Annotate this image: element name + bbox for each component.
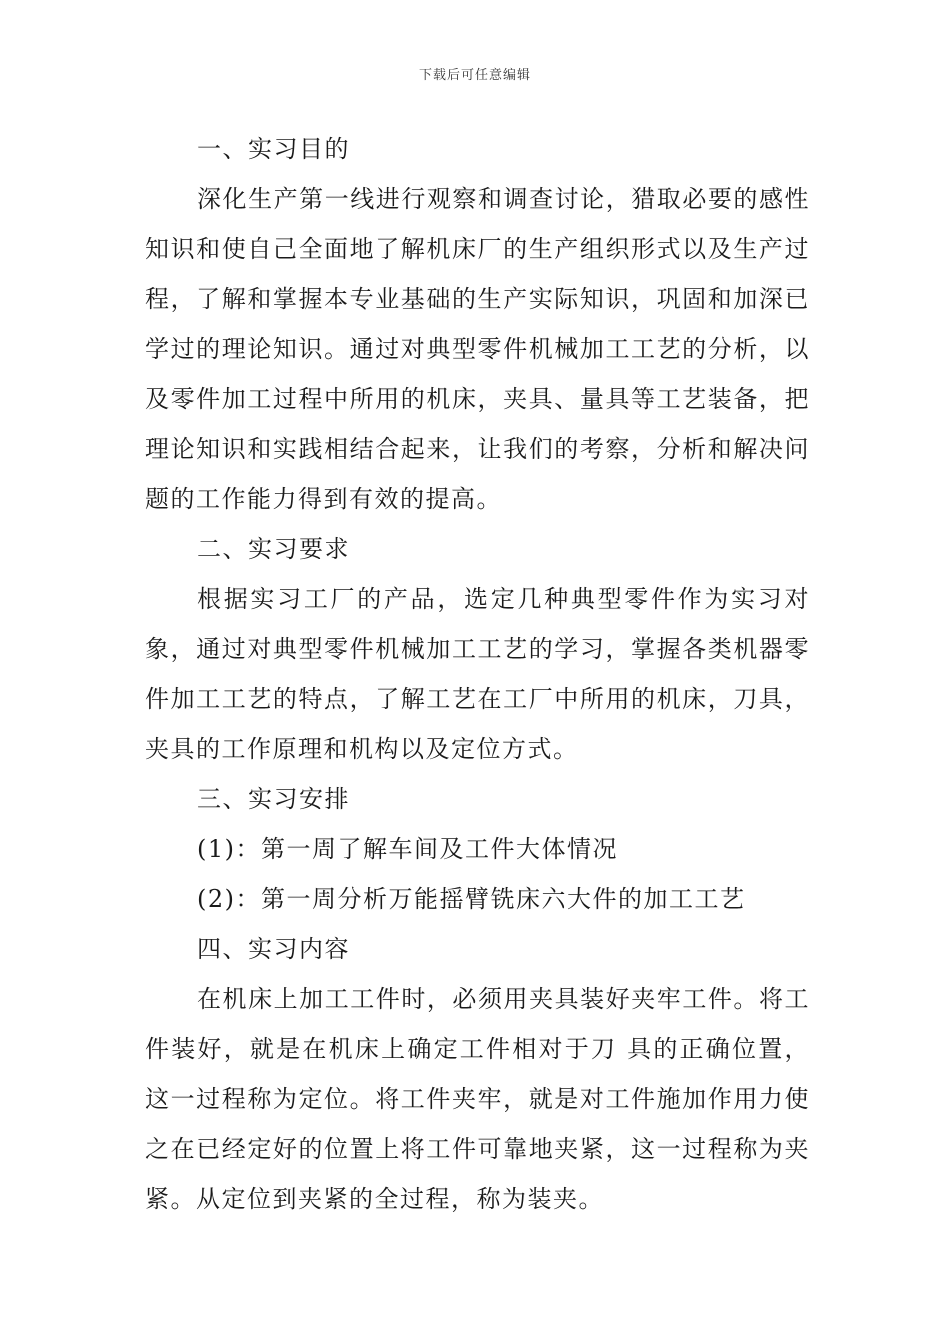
section-paragraph-purpose: 深化生产第一线进行观察和调查讨论，猎取必要的感性知识和使自己全面地了解机床厂的生产组织形式以及生产过程，了解和掌握本专业基础的生产实际知识，巩固和加深已学过的理论知识。通过对典型零件机械加工工艺的分析，以及零件加工过程中所用的机床，夹具、量具等工艺装备，把理论知识和实践相结合起来，让我们的考察，分析和解决问题的工作能力得到有效的提高。 (145, 185, 810, 513)
schedule-item-1: (1)：第一周了解车间及工件大体情况 (197, 835, 618, 863)
schedule-item-2: (2)：第一周分析万能摇臂铣床六大件的加工工艺 (197, 885, 746, 913)
header-note: 下载后可任意编辑 (418, 68, 531, 83)
section-heading-purpose: 一、实习目的 (197, 135, 350, 163)
section-heading-schedule: 三、实习安排 (197, 785, 350, 813)
section-paragraph-content: 在机床上加工工件时，必须用夹具装好夹牢工件。将工件装好，就是在机床上确定工件相对于刀 具的正确位置，这一过程称为定位。将工件夹牢，就是对工件施加作用力使之在已经定好的位置上将工件可靠地夹紧，这一过程称为夹紧。从定位到夹紧的全过程，称为装夹。 (145, 985, 810, 1213)
section-heading-content: 四、实习内容 (197, 935, 350, 963)
section-heading-requirements: 二、实习要求 (197, 535, 350, 563)
document-body (145, 124, 810, 1224)
section-paragraph-requirements: 根据实习工厂的产品，选定几种典型零件作为实习对象，通过对典型零件机械加工工艺的学习，掌握各类机器零件加工工艺的特点，了解工艺在工厂中所用的机床，刀具，夹具的工作原理和机构以及定位方式。 (145, 585, 810, 763)
